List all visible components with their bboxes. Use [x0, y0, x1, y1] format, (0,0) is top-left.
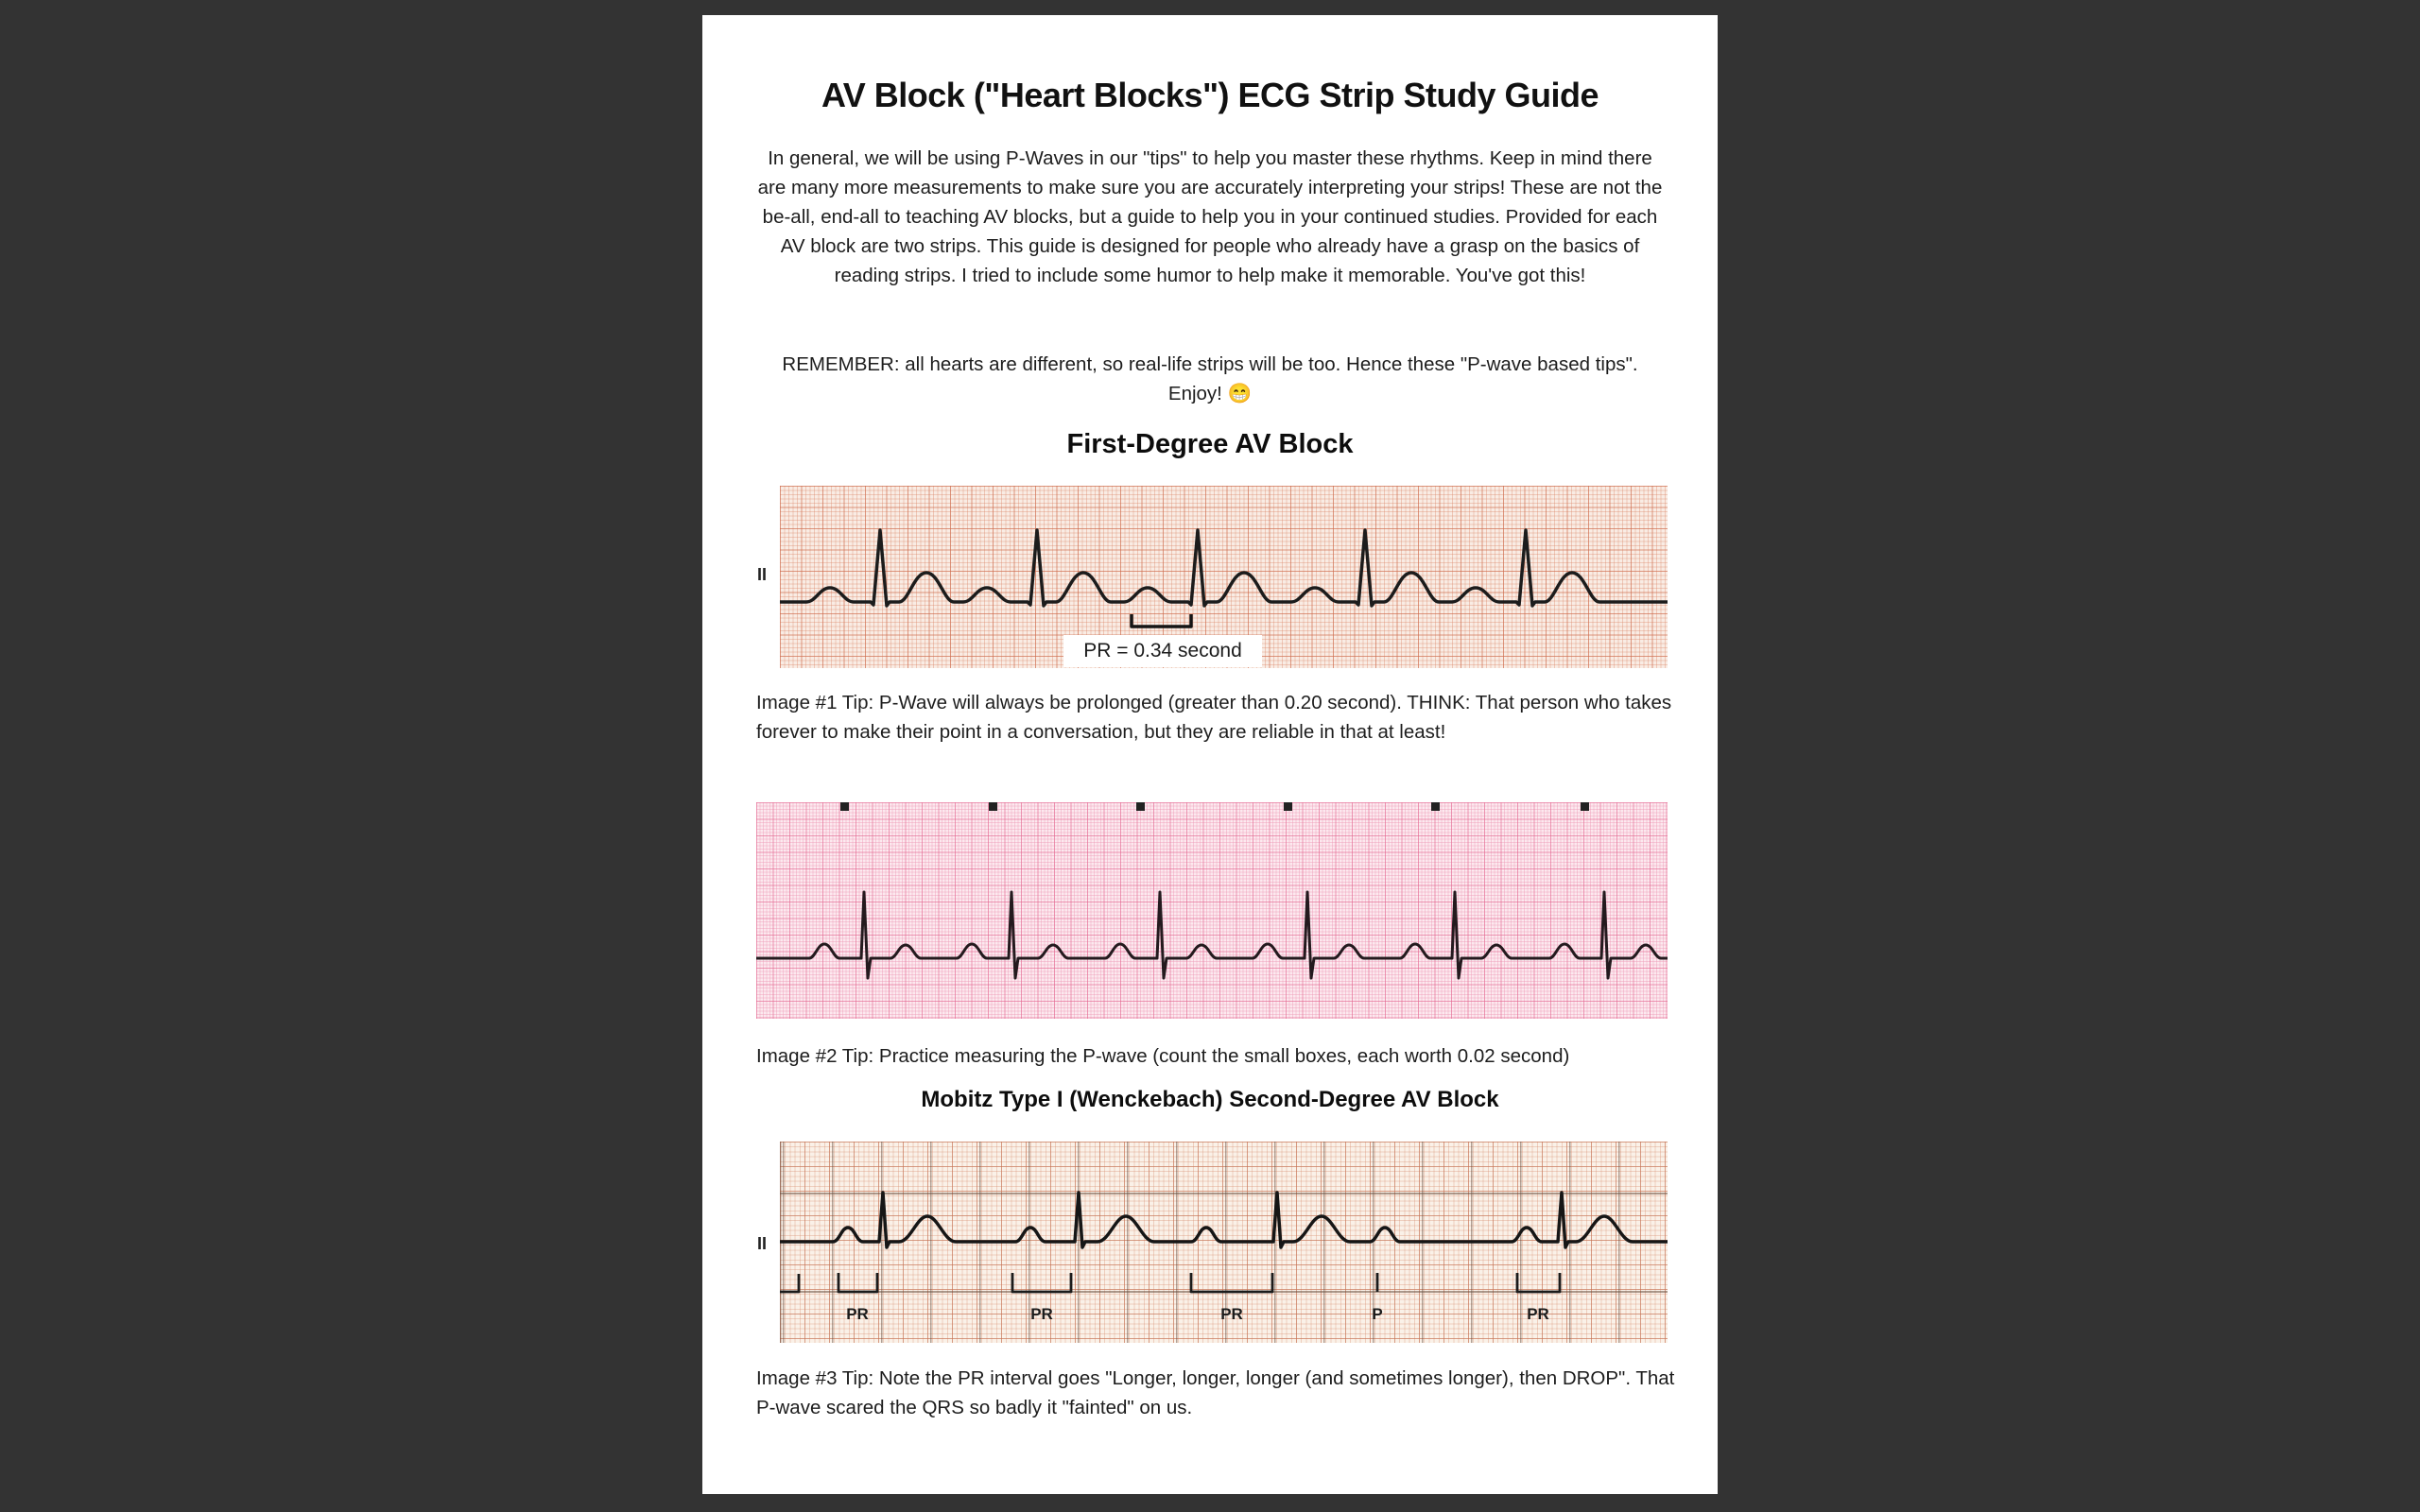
lead-ii-label-strip3: II [757, 1234, 768, 1253]
lead-ii-label-strip1: II [757, 565, 768, 584]
pr-interval-bracket [1132, 614, 1191, 627]
tip-image-1: Image #1 Tip: P-Wave will always be prolonged (greater than 0.20 second). THINK: That person who takes forever to make their point in a conversation, but they are reliable in that at least! [756, 692, 1672, 743]
pr-annotation: PR = 0.34 second [1063, 635, 1262, 667]
pr-interval-brackets [780, 1273, 1560, 1292]
pr-label-1: PR [846, 1305, 869, 1323]
ecg-trace-mobitz [780, 1142, 1668, 1343]
study-guide-page [702, 15, 1718, 1494]
timing-tick-marks [840, 802, 1589, 811]
ecg-trace-pink [756, 802, 1668, 1019]
tip-image-3: Image #3 Tip: Note the PR interval goes "Longer, longer, longer (and sometimes longer), then DROP". That P-wave scared the QRS so badly it "fainted" on us. [756, 1367, 1675, 1418]
reminder-paragraph: REMEMBER: all hearts are different, so real-life strips will be too. Hence these "P-wave based tips". Enjoy! 😁 [782, 353, 1638, 404]
p-label-dropped-beat: P [1372, 1305, 1383, 1323]
ecg-waveform-path [756, 892, 1668, 978]
ecg-strip-first-degree [780, 486, 1668, 668]
ecg-strip-mobitz [780, 1142, 1668, 1343]
pr-label-5: PR [1527, 1305, 1549, 1323]
intro-paragraph: In general, we will be using P-Waves in our "tips" to help you master these rhythms. Keep in mind there are many more measurements to make sure you are accurately interpreting your strips! These are not the be-all, end-all to teaching AV blocks, but a guide to help you in your continued studies. Provided for each AV block are two strips. This guide is designed for people who already have a grasp on the basics of reading strips. I tried to include some humor to help make it memorable. You've got this! [757, 147, 1663, 286]
heading-first-degree-av-block: First-Degree AV Block [1066, 429, 1354, 459]
pr-label-3: PR [1220, 1305, 1243, 1323]
ecg-waveform-path [780, 1193, 1668, 1247]
heading-mobitz-type-1: Mobitz Type I (Wenckebach) Second-Degree AV Block [921, 1087, 1499, 1112]
ecg-strip-pink [756, 802, 1668, 1019]
page-title: AV Block ("Heart Blocks") ECG Strip Study Guide [821, 76, 1599, 114]
tip-image-2: Image #2 Tip: Practice measuring the P-wave (count the small boxes, each worth 0.02 second) [756, 1045, 1570, 1067]
ecg-waveform-path [780, 530, 1668, 606]
pr-label-2: PR [1030, 1305, 1053, 1323]
